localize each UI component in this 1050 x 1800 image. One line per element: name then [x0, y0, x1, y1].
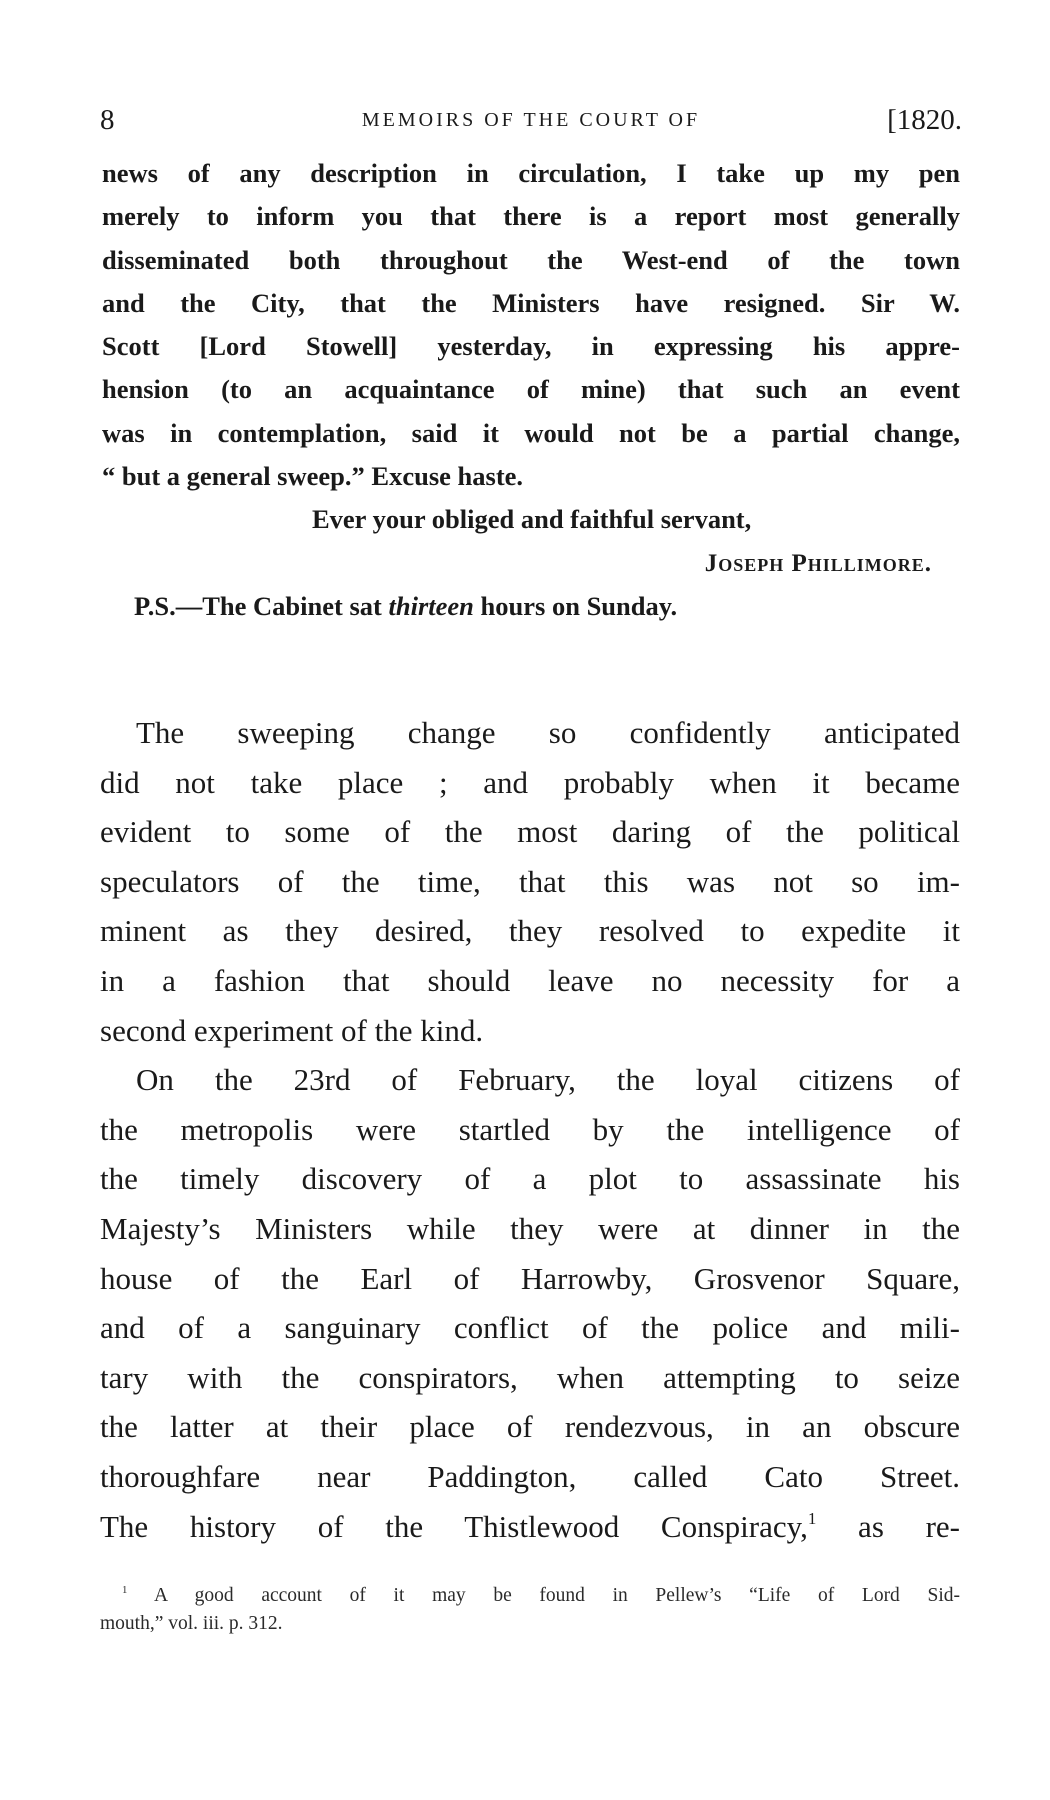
footnote-reference[interactable]: 1: [807, 1508, 817, 1528]
page-number: 8: [100, 104, 115, 136]
footnote-marker: 1: [122, 1583, 128, 1596]
letter-line: and the City, that the Ministers have resigned. Sir W.: [102, 287, 960, 318]
paragraph-line-text-end: as re-: [816, 1508, 960, 1544]
paragraph-line-text: The history of the Thistlewood Conspiracy,: [100, 1508, 808, 1544]
paragraph-line: and of a sanguinary conflict of the police and mili-: [100, 1310, 960, 1346]
letter-line: Scott [Lord Stowell] yesterday, in expressing his appre-: [102, 331, 960, 362]
letter-postscript: [102, 585, 960, 628]
paragraph-line: On the 23rd of February, the loyal citizens of: [136, 1062, 960, 1098]
header-year: [1820.: [887, 104, 962, 136]
paragraph-line: evident to some of the most daring of the political: [100, 814, 960, 850]
paragraph-line: the timely discovery of a plot to assassinate his: [100, 1161, 960, 1197]
letter-excerpt: [102, 152, 960, 628]
footnote-line: [100, 1582, 960, 1610]
postscript-text: P.S.—The Cabinet sat: [134, 590, 389, 621]
paragraph-line: tary with the conspirators, when attempting to seize: [100, 1359, 960, 1395]
footnote: [100, 1582, 960, 1638]
letter-line: was in contemplation, said it would not be a partial change,: [102, 417, 960, 448]
paragraph-line: the metropolis were startled by the intelligence of: [100, 1111, 960, 1147]
paragraph-line: Majesty’s Ministers while they were at dinner in the: [100, 1210, 960, 1246]
paragraph-line: The sweeping change so confidently anticipated: [136, 715, 960, 750]
paragraph-2: [100, 1055, 960, 1551]
paragraph-line: second experiment of the kind.: [100, 1012, 484, 1048]
footnote-text: A good account of it may be found in Pellew’s “Life of Lord Sid-: [127, 1585, 960, 1606]
letter-signature: Joseph Phillimore.: [704, 549, 932, 577]
letter-line: “ but a general sweep.” Excuse haste.: [102, 461, 524, 492]
paragraph-line: [100, 1502, 960, 1552]
letter-line: merely to inform you that there is a report most generally: [102, 201, 960, 232]
letter-closing: Ever your obliged and faithful servant,: [312, 504, 752, 535]
paragraph-line: thoroughfare near Paddington, called Cato Street.: [100, 1458, 960, 1494]
paragraph-line: minent as they desired, they resolved to expedite it: [100, 913, 960, 949]
paragraph-line: the latter at their place of rendezvous, in an obscure: [100, 1409, 960, 1445]
postscript-text-end: hours on Sunday.: [473, 590, 678, 621]
narrative-text: [100, 708, 960, 1551]
postscript-emphasis: thirteen: [388, 590, 474, 621]
paragraph-line: house of the Earl of Harrowby, Grosvenor Square,: [100, 1260, 960, 1296]
letter-line: hension (to an acquaintance of mine) that such an event: [102, 374, 960, 405]
paragraph-line: in a fashion that should leave no necessity for a: [100, 962, 960, 998]
running-title: MEMOIRS OF THE COURT OF: [361, 109, 701, 131]
letter-line: disseminated both throughout the West-end of the town: [102, 244, 960, 275]
letter-line: news of any description in circulation, I take up my pen: [102, 158, 960, 188]
paragraph-line: speculators of the time, that this was not so im-: [100, 863, 960, 899]
paragraph-line: did not take place ; and probably when it became: [100, 764, 960, 800]
page-header: [100, 100, 962, 140]
paragraph-1: [100, 708, 960, 1055]
footnote-line: mouth,” vol. iii. p. 312.: [100, 1613, 283, 1634]
